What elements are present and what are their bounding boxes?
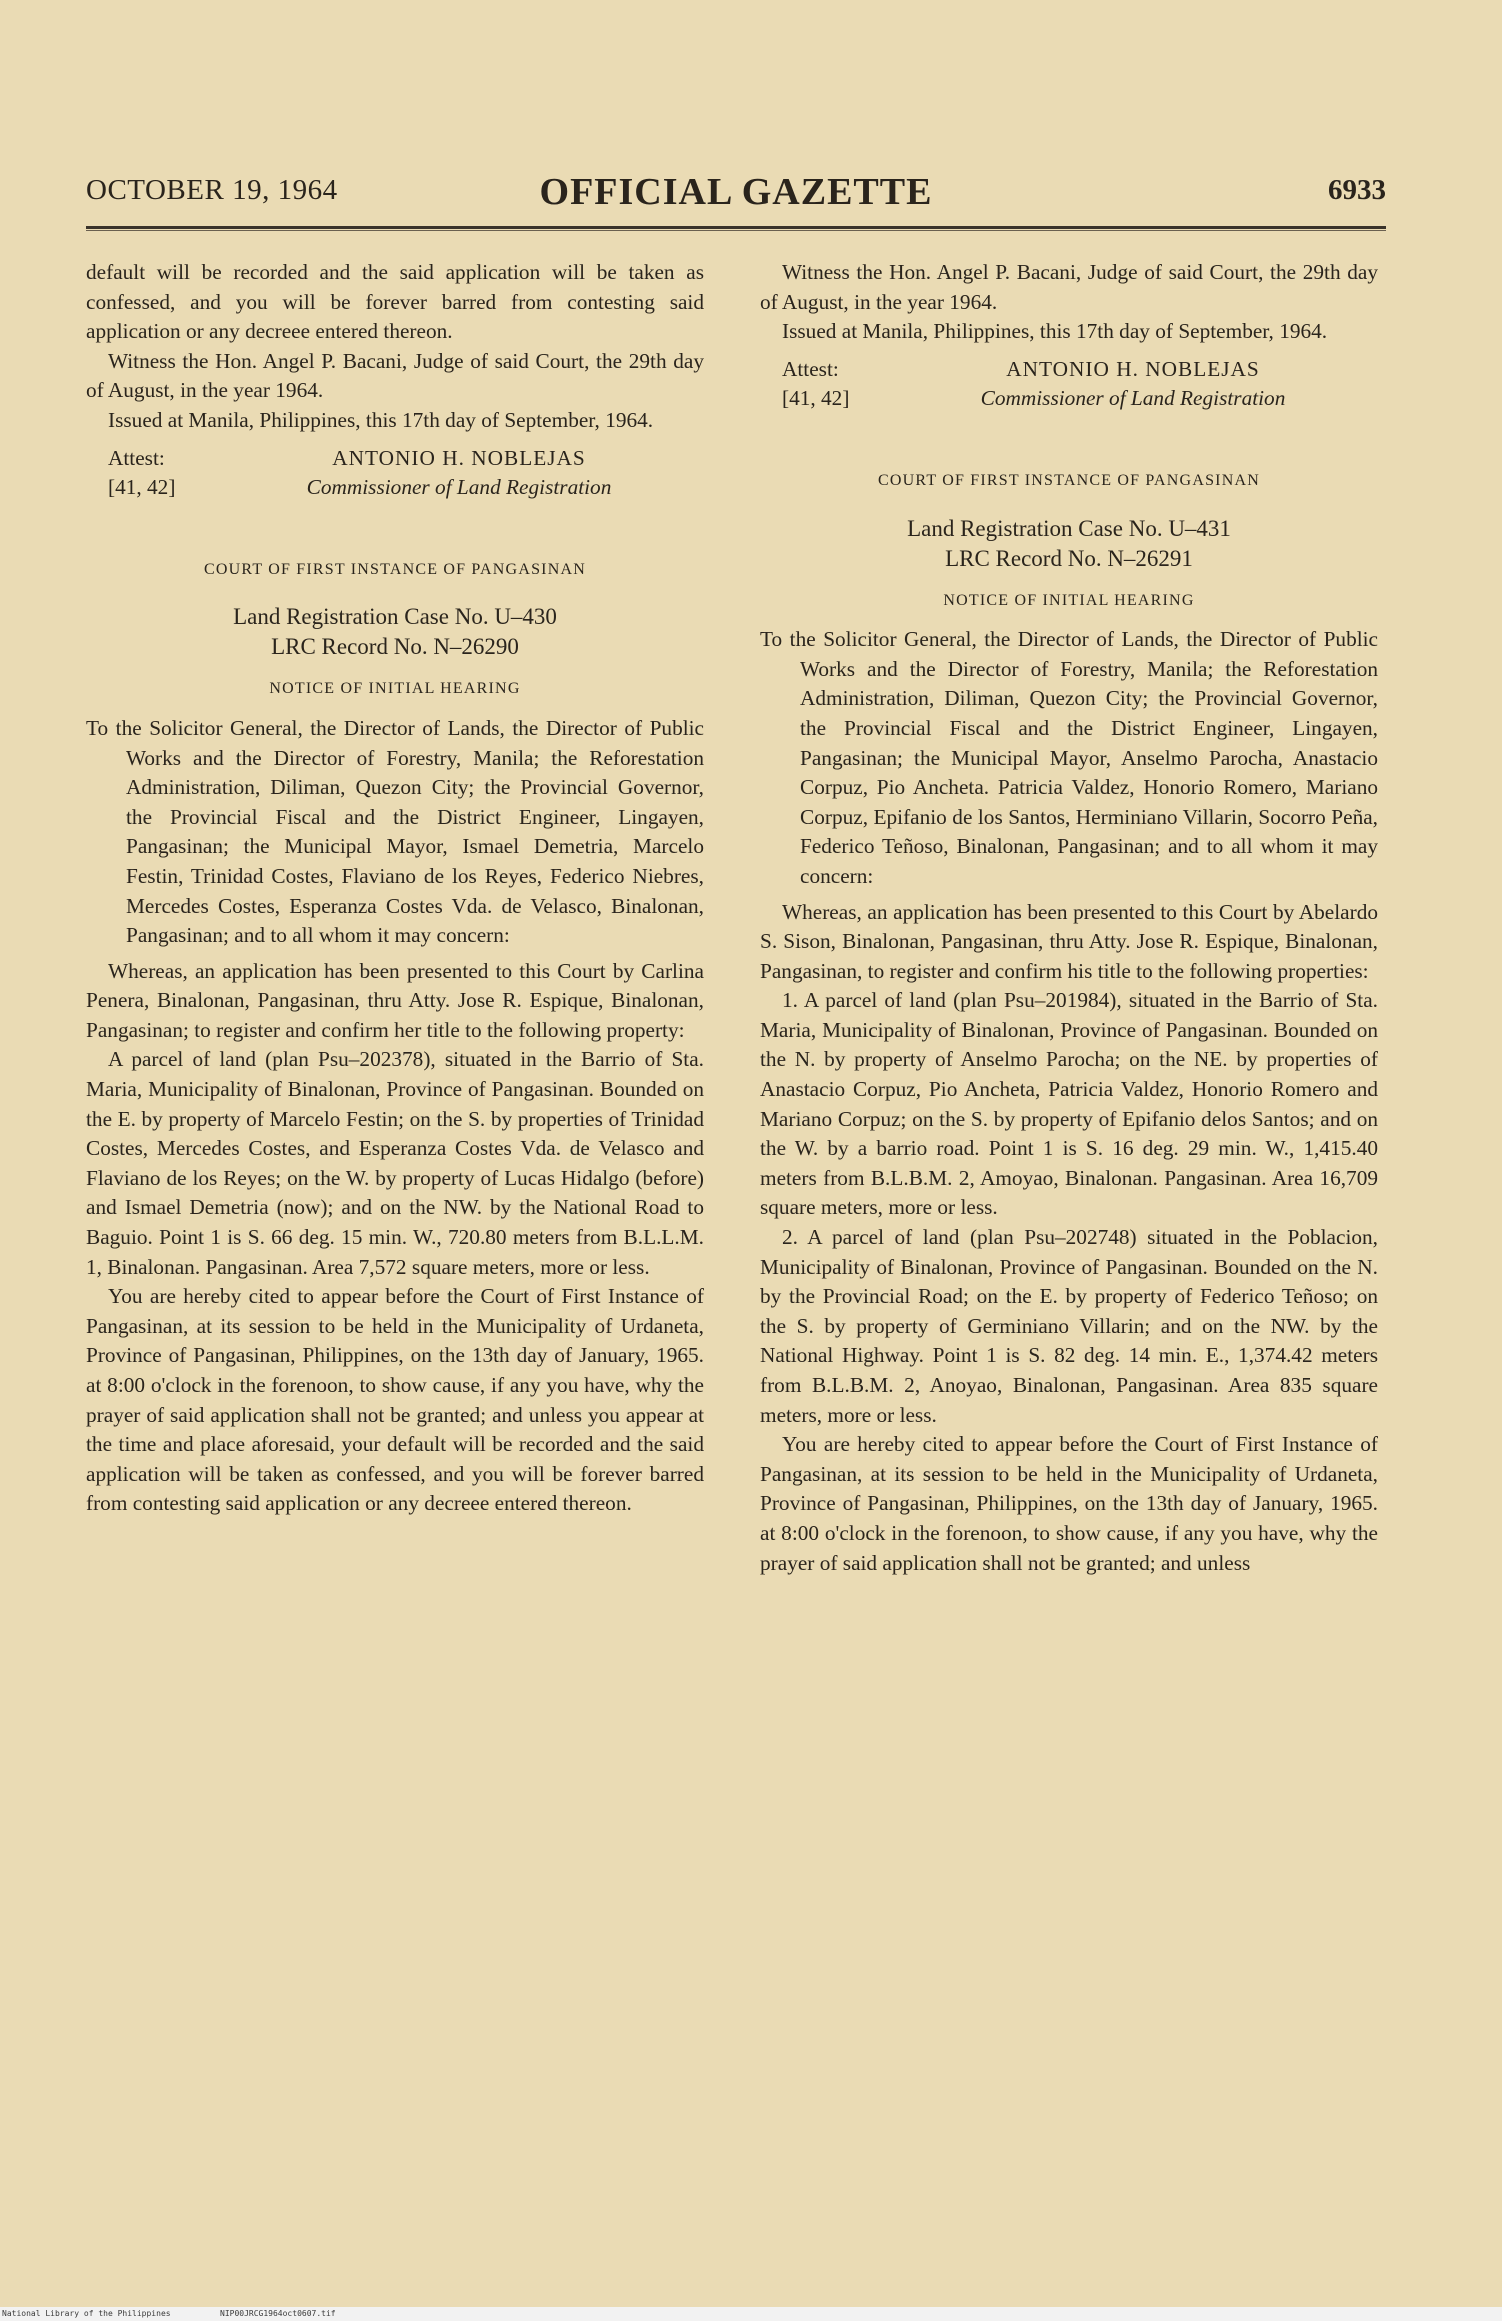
footer-file: NIP00JRCG1964oct0607.tif [220, 2309, 336, 2318]
court-heading: COURT OF FIRST INSTANCE OF PANGASINAN [204, 560, 586, 578]
case-number: Land Registration Case No. U–430 [233, 604, 557, 630]
page-number: 6933 [1328, 174, 1386, 206]
case-number: Land Registration Case No. U–431 [907, 515, 1231, 541]
scan-footer [0, 2307, 1502, 2321]
addressees-paragraph: To the Solicitor General, the Director of Lands, the Director of Public Works and the Director of Forestry, Manila; the Reforestation Administration, Diliman, Quezon City; the Provincial Governor, the Provincial Fiscal and the District Engineer, Lingayen, Pangasinan; the Municipal Mayor, Anselmo Parocha, Anastacio Corpuz, Pio Ancheta. Patricia Valdez, Honorio Romero, Mariano Corpuz, Epifanio de los Santos, Herminiano Villarin, Socorro Peña, Federico Teñoso, Binalonan, Pangasinan; and to all whom it may concern: [760, 627, 1378, 888]
continued-paragraph: default will be recorded and the said application will be taken as confessed, and you will be forever barred from contesting said application or any decreee entered thereon. [86, 260, 704, 344]
parcel-1-paragraph: 1. A parcel of land (plan Psu–201984), situated in the Barrio of Sta. Maria, Municipality of Binalonan, Province of Pangasinan. Bounded on the N. by property of Anselmo Parocha; on the NE. by properties of Anastacio Corpuz, Pio Ancheta, Patricia Valdez, Honorio Romero and Mariano Corpuz; on the S. by property of Epifanio delos Santos; and on the W. by a barrio road. Point 1 is S. 16 deg. 29 min. W., 1,415.40 meters from B.L.B.M. 2, Amoyao, Binalonan. Pangasinan. Area 16,709 square meters, more or less. [760, 988, 1378, 1220]
signer-title: Commissioner of Land Registration [980, 386, 1286, 411]
reference-number: [41, 42] [108, 475, 176, 500]
attest-block [760, 355, 1378, 385]
parcel-2-paragraph: 2. A parcel of land (plan Psu–202748) situated in the Poblacion, Municipality of Binalonan, Province of Pangasinan. Bounded on the N. by the Provincial Road; on the E. by property of Federico Teñoso; on the S. by property of Germiniano Villarin; and on the NW. by the National Highway. Point 1 is S. 82 deg. 14 min. E., 1,374.42 meters from B.L.B.M. 2, Anoyao, Binalonan, Pangasinan. Area 835 square meters, more or less. [760, 1225, 1378, 1427]
publication-title: OFFICIAL GAZETTE [539, 171, 933, 213]
cited-paragraph: You are hereby cited to appear before the Court of First Instance of Pangasinan, at its session to be held in the Municipality of Urdaneta, Province of Pangasinan, Philippines, on the 13th day of January, 1965. at 8:00 o'clock in the forenoon, to show cause, if any you have, why the prayer of said application shall not be granted; and unless you appear at the time and place aforesaid, your default will be recorded and the said application will be taken as confessed, and you will be forever barred from contesting said application or any decreee entered thereon. [86, 1284, 704, 1516]
attest-ref-block [760, 384, 1378, 414]
lrc-record: LRC Record No. N–26290 [271, 634, 519, 660]
reference-number: [41, 42] [782, 386, 850, 411]
signer-name: ANTONIO H. NOBLEJAS [332, 445, 586, 470]
left-column [86, 258, 704, 1519]
witness-paragraph: Witness the Hon. Angel P. Bacani, Judge of said Court, the 29th day of August, in the year 1964. [760, 260, 1378, 314]
attest-ref-block [86, 473, 704, 503]
notice-heading: NOTICE OF INITIAL HEARING [269, 680, 521, 698]
footer-library: National Library of the Philippines [2, 2309, 171, 2318]
attest-label: Attest: [782, 356, 839, 381]
whereas-paragraph: Whereas, an application has been presented to this Court by Carlina Penera, Binalonan, Pangasinan, thru Atty. Jose R. Espique, Binalonan, Pangasinan; to register and confirm her title to the following property: [86, 958, 704, 1042]
header-rule-thin [86, 230, 1386, 231]
right-column [760, 258, 1378, 1578]
witness-paragraph: Witness the Hon. Angel P. Bacani, Judge of said Court, the 29th day of August, in the year 1964. [86, 348, 704, 403]
court-heading: COURT OF FIRST INSTANCE OF PANGASINAN [878, 471, 1260, 489]
whereas-paragraph: Whereas, an application has been presented to this Court by Abelardo S. Sison, Binalonan, Pangasinan, thru Atty. Jose R. Espique, Binalonan, Pangasinan, to register and confirm his title to the following properties: [760, 899, 1378, 983]
issued-paragraph: Issued at Manila, Philippines, this 17th day of September, 1964. [108, 407, 654, 432]
signer-name: ANTONIO H. NOBLEJAS [1006, 356, 1260, 381]
parcel-paragraph: A parcel of land (plan Psu–202378), situated in the Barrio of Sta. Maria, Municipality of Binalonan, Province of Pangasinan. Bounded on the E. by property of Marcelo Festin; on the S. by properties of Trinidad Costes, Mercedes Costes, and Esperanza Costes Vda. de Velasco and Flaviano de los Reyes; on the W. by property of Lucas Hidalgo (before) and Ismael Demetria (now); and on the NW. by the National Road to Baguio. Point 1 is S. 66 deg. 15 min. W., 720.80 meters from B.L.L.M. 1, Binalonan. Pangasinan. Area 7,572 square meters, more or less. [86, 1047, 704, 1279]
notice-heading: NOTICE OF INITIAL HEARING [943, 591, 1195, 609]
signer-title: Commissioner of Land Registration [306, 475, 612, 500]
lrc-record: LRC Record No. N–26291 [945, 545, 1193, 571]
issued-paragraph: Issued at Manila, Philippines, this 17th day of September, 1964. [782, 319, 1328, 344]
attest-block [86, 444, 704, 474]
header-date: OCTOBER 19, 1964 [86, 174, 338, 206]
header-rule [86, 226, 1386, 229]
attest-label: Attest: [108, 445, 165, 470]
page-header [86, 170, 1386, 216]
cited-paragraph: You are hereby cited to appear before the Court of First Instance of Pangasinan, at its session to be held in the Municipality of Urdaneta, Province of Pangasinan, Philippines, on the 13th day of January, 1965. at 8:00 o'clock in the forenoon, to show cause, if any you have, why the prayer of said application shall not be granted; and unless [760, 1432, 1378, 1575]
addressees-paragraph: To the Solicitor General, the Director of Lands, the Director of Public Works and the Director of Forestry, Manila; the Reforestation Administration, Diliman, Quezon City; the Provincial Governor, the Provincial Fiscal and the District Engineer, Lingayen, Pangasinan; the Municipal Mayor, Ismael Demetria, Marcelo Festin, Trinidad Costes, Flaviano de los Reyes, Federico Niebres, Mercedes Costes, Esperanza Costes Vda. de Velasco, Binalonan, Pangasinan; and to all whom it may concern: [86, 715, 704, 948]
